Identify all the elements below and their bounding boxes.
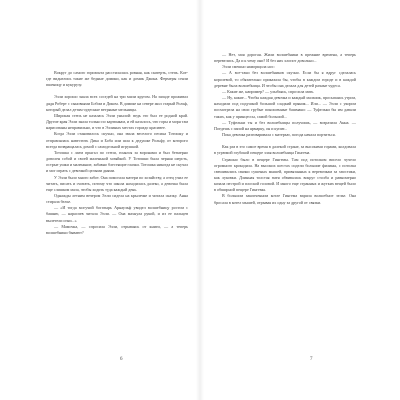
right-page xyxy=(200,0,400,400)
paragraph: Широкая степь не казалась Элли унылой: ведь это был ее родной край. Другие края Элли знала только по картинкам, и ей казалось, что горы и моря там нарисованы неправильно, и что в Эллиных местах гораздо красивее. xyxy=(46,112,188,131)
paragraph: Тотошка с лаем прыгал по степи, гонялся за воронами и был безмерно доволен собой и своей маленькой хозяйкой. У Тотошки была черная шерсть, острые ушки и маленькие, забавно блестящие глазки. Тотошка никогда не скучал и мог играть с девочкой целыми днями. xyxy=(46,149,188,174)
page-number-right: 7 xyxy=(310,357,313,362)
paragraph: — Нет, моя дорогая. Жили волшебники в прежние времена, а теперь перевелись. Да и к чему они? И без них хлопот довольно... xyxy=(214,52,356,64)
paragraph: Вокруг до самого горизонта расстилалась ровная, как скатерть, степь. Кое-где виднелись такие же бедные домики, как и домик Джона. Фермеры сеяли пшеницу и кукурузу. xyxy=(46,70,188,88)
paragraph: Когда Элли становилось скучно, она звала веселого песика Тотошку и отправлялась навестить Дика и Боба или шла к дедушке Рольфу, от которого всегда возвращалась домой с самодельной игрушкой. xyxy=(46,131,188,149)
right-page-text xyxy=(214,52,356,206)
paragraph: — Туфельки ты и без волшебницы получишь, — возразила Анна. — Поедешь с папой на ярмарку, он и купит... xyxy=(214,119,356,131)
paragraph: Как раз в это самое время в далекой стране, за высокими горами, колдовала в угрюмой глубокой пещере злая волшебница Гингема. xyxy=(214,144,356,156)
paragraph: У Элли было много забот. Она помогала матери по хозяйству, а отец учил ее читать, писать и считать, потому что школа находилась далеко, а девочка была еще слишком мала, чтобы ходить туда каждый день. xyxy=(46,174,188,192)
paragraph: В большом закопченном котле Гингема варила волшебное зелье. Она бросала в котел мышей, отрывая их одну за другой от связки. xyxy=(214,193,356,205)
paragraph: Страшно было в пещере Гингемы. Там под потолком висело чучело огромного крокодила. На высоких шестах сидели большие филины, с потолка свешивались связки сушеных мышей, привязанных к веревочкам за хвостики, как луковки. Длинная толстая змея обвивалась вокруг столба и равномерно качала пестрой и плоской головой. И много еще странных и жутких вещей было в обширной пещере Гингемы. xyxy=(214,156,356,193)
book-gutter xyxy=(196,0,204,400)
paragraph: Элли хорошо знала всех соседей на три мили кругом. На западе проживал дядя Роберт с сыновьями Бобом и Диком. В домике на севере жил старый Рольф, который делал детям чудесные ветряные мельницы. xyxy=(46,94,188,112)
paragraph: Однажды летним вечером Элли сидела на крылечке и читала сказку. Анна стирала белье. xyxy=(46,192,188,205)
page-number-left: 6 xyxy=(120,357,123,362)
paragraph: — «И тогда могучий богатырь Арнаульф увидел волшебницу ростом с башню, — нараспев читала Элли. — Она махнула рукой, и из ее пальцев вылетели огни...» xyxy=(46,205,188,223)
paragraph: — Ну, какие... Чтобы каждая девочка и каждый мальчик, просыпаясь утром, находили под подушкой большой сладкий пряник... Или... — Элли с укором посмотрела на свои грубые поношенные башмаки: — Туфельки бы им давали таких, как у принцессы, самой большой... xyxy=(214,95,356,119)
paragraph: Элли смешно наморщила нос: xyxy=(222,64,275,70)
paragraph: — Мамочка, — спросила Элли, отрываясь от книги, — а теперь волшебники бывают? xyxy=(46,223,188,235)
paragraph: — Какие же, например? — улыбаясь, спросила мать. xyxy=(222,88,315,94)
paragraph: — А все-таки без волшебников скучно. Если бы я вдруг сделалась королевой, то обязательно приказала бы, чтобы в каждом городе и в каждой деревне была волшебница. И чтобы она делала для детей разные чудеса. xyxy=(214,70,356,88)
left-page-text xyxy=(46,70,188,236)
paragraph: Пока девочка разговаривала с матерью, погода начала портиться. xyxy=(222,132,336,138)
